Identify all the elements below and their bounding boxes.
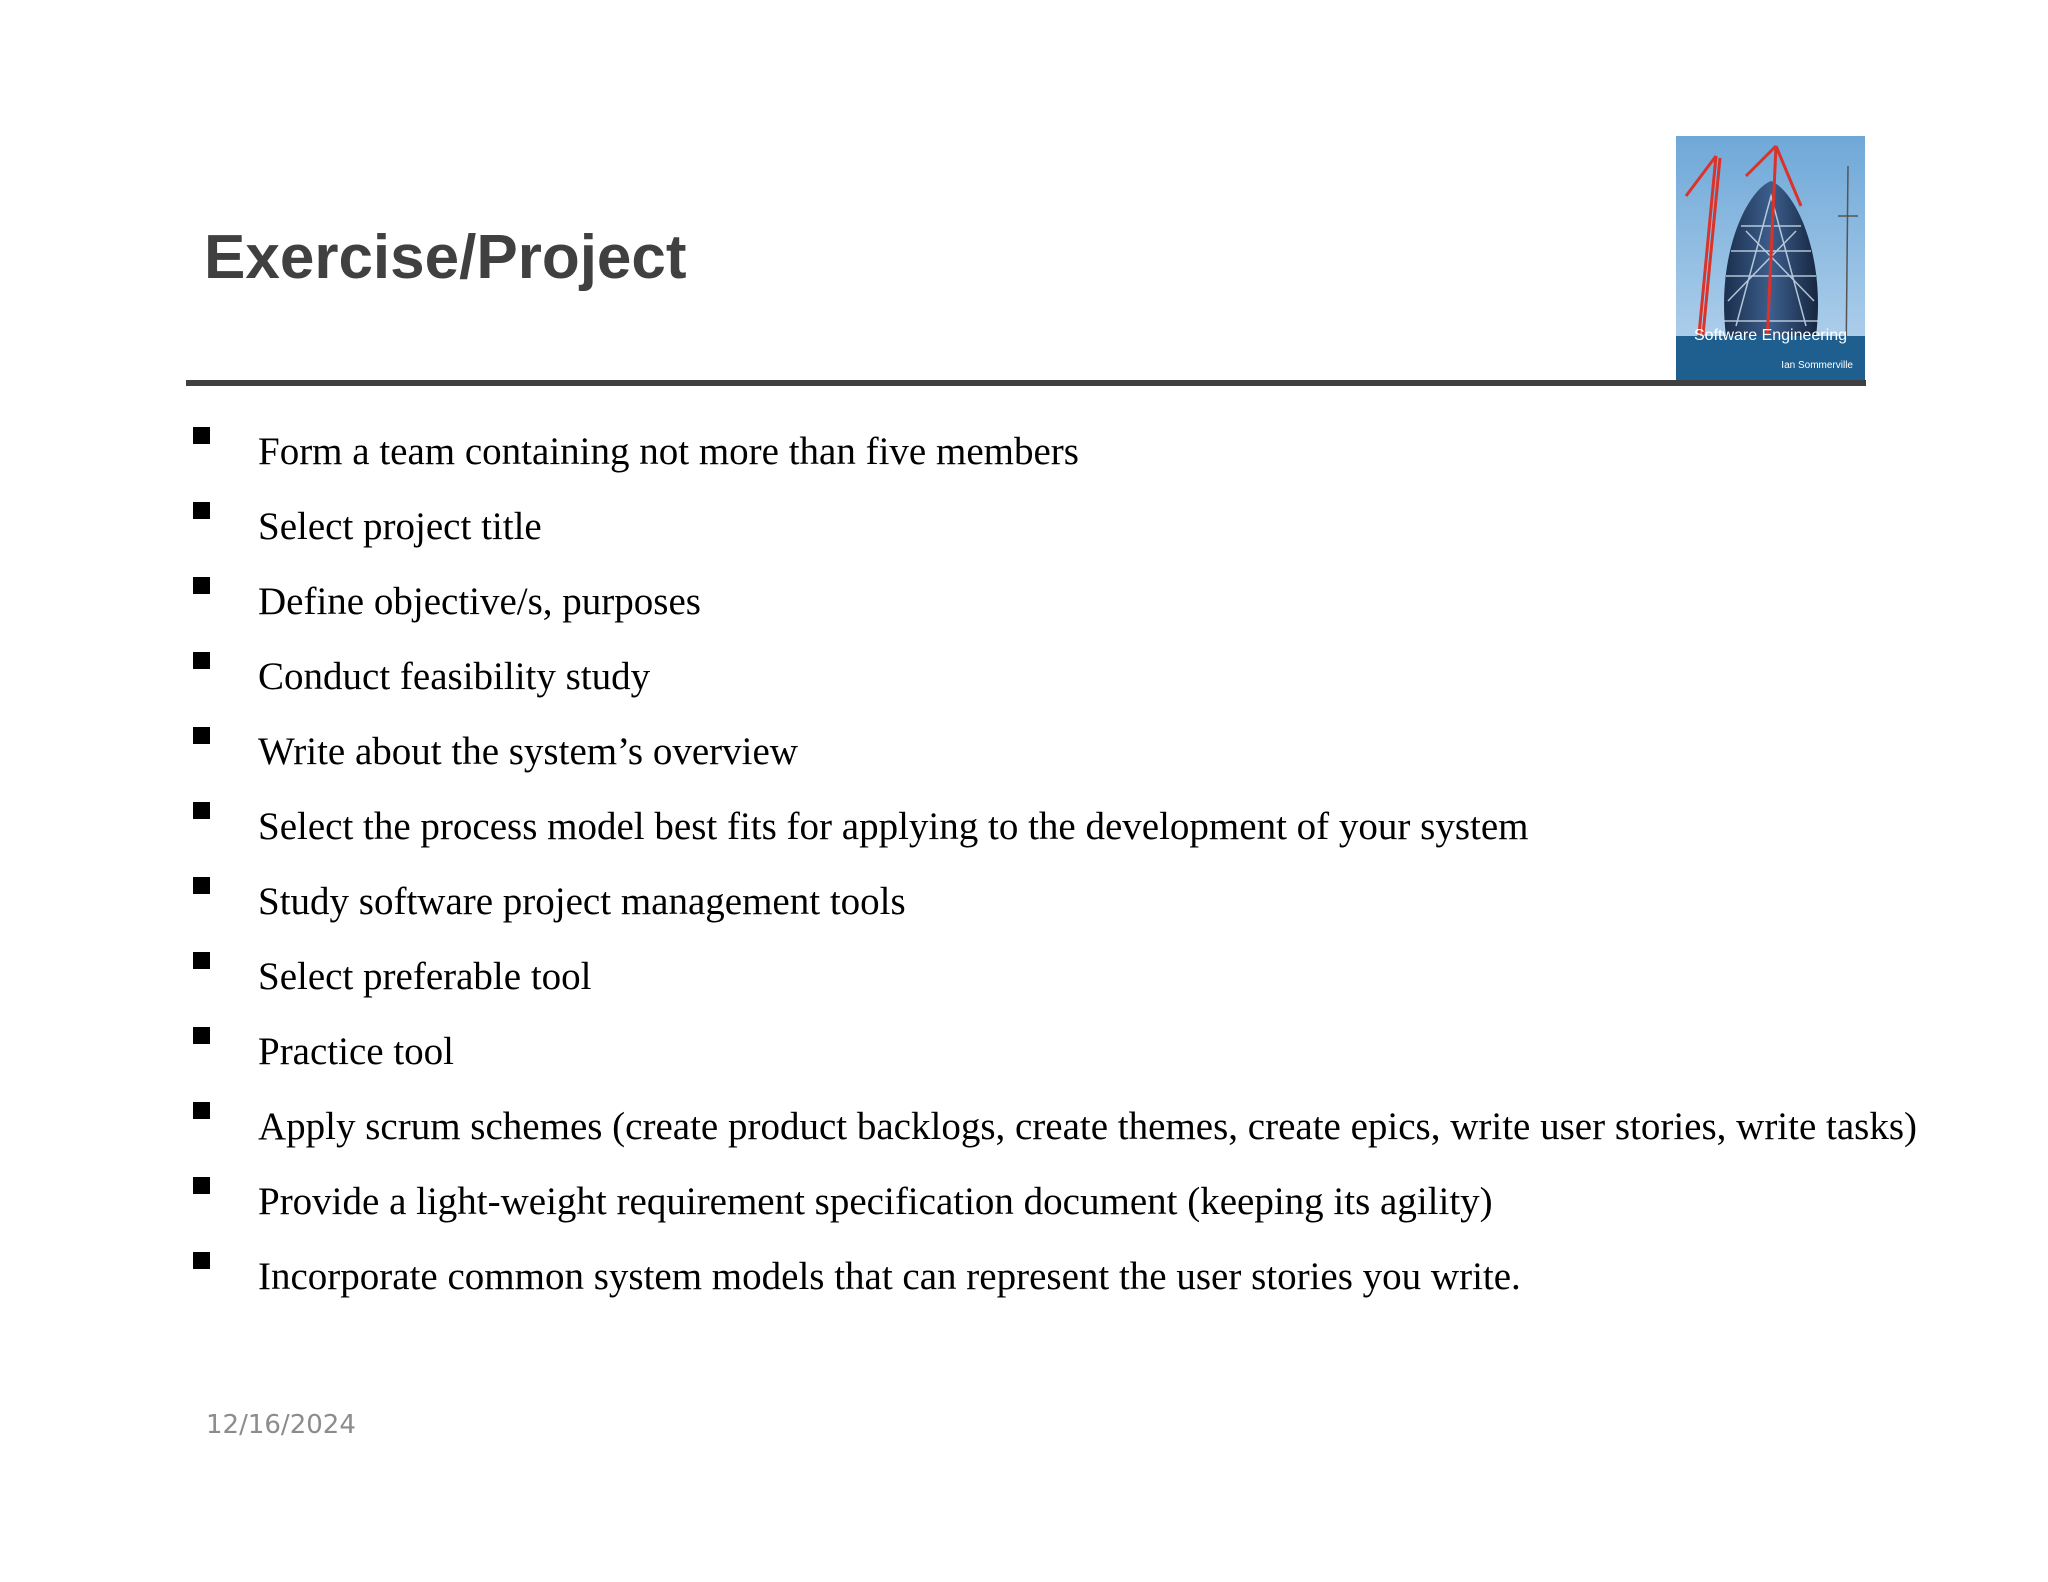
list-item-text: Select project title: [258, 505, 542, 548]
list-item: [190, 564, 1998, 639]
square-bullet-icon: [193, 1027, 210, 1044]
square-bullet-icon: [193, 577, 210, 594]
list-item-text: Define objective/s, purposes: [258, 580, 701, 623]
list-item-text: Write about the system’s overview: [258, 730, 798, 773]
square-bullet-icon: [193, 802, 210, 819]
square-bullet-icon: [193, 652, 210, 669]
book-cover-image: [1676, 136, 1865, 384]
list-item: [190, 789, 1998, 864]
list-item: [190, 714, 1998, 789]
list-item-text: Form a team containing not more than five members: [258, 430, 1079, 473]
book-cover-author: Ian Sommerville: [1781, 360, 1853, 371]
list-item-text: Study software project management tools: [258, 880, 906, 923]
list-item: [190, 1014, 1998, 1089]
list-item: [190, 489, 1998, 564]
square-bullet-icon: [193, 727, 210, 744]
list-item-text: Conduct feasibility study: [258, 655, 651, 698]
book-cover-illustration: [1676, 136, 1865, 384]
list-item-text: Practice tool: [258, 1030, 455, 1073]
list-item-text: Apply scrum schemes (create product backlogs, create themes, create epics, write user stories, write tasks): [258, 1105, 1918, 1148]
list-item-text: Provide a light-weight requirement specification document (keeping its agility): [258, 1180, 1493, 1223]
square-bullet-icon: [193, 1177, 210, 1194]
list-item: [190, 1164, 1998, 1239]
slide-title: Exercise/Project: [204, 223, 687, 292]
list-item: [190, 939, 1998, 1014]
list-item: [190, 864, 1998, 939]
square-bullet-icon: [193, 1252, 210, 1269]
book-cover-title: Software Engineering: [1694, 327, 1847, 344]
list-item: [190, 1089, 1998, 1164]
square-bullet-icon: [193, 427, 210, 444]
list-item-text: Incorporate common system models that can represent the user stories you write.: [258, 1255, 1521, 1298]
slide-date: 12/16/2024: [206, 1410, 356, 1440]
list-item: [190, 414, 1998, 489]
list-item: [190, 639, 1998, 714]
square-bullet-icon: [193, 1102, 210, 1119]
title-divider: [186, 380, 1866, 386]
square-bullet-icon: [193, 502, 210, 519]
square-bullet-icon: [193, 952, 210, 969]
square-bullet-icon: [193, 877, 210, 894]
bullet-list: [190, 414, 1998, 1314]
list-item-text: Select preferable tool: [258, 955, 592, 998]
list-item: [190, 1239, 1998, 1314]
list-item-text: Select the process model best fits for applying to the development of your system: [258, 805, 1529, 848]
